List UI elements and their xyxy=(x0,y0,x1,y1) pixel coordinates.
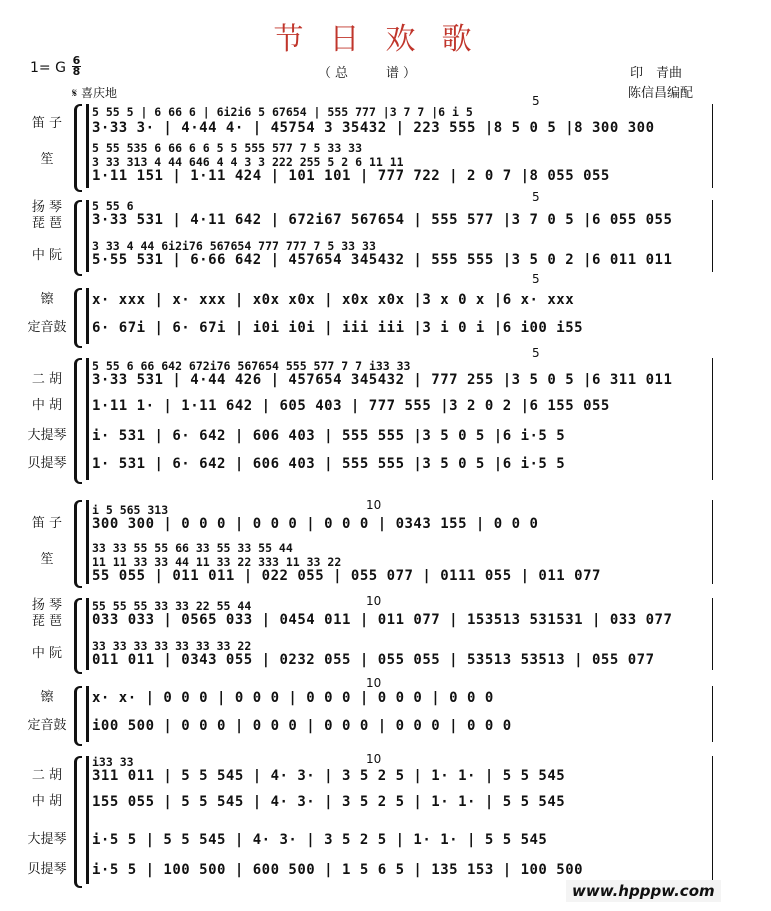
measure-number: 5 xyxy=(532,190,540,204)
system2-percussion-start-barline xyxy=(86,686,89,742)
instrument-label-zhongruan: 中 阮 xyxy=(31,248,63,263)
bo-notes: x· x· | 0 0 0 | 0 0 0 | 0 0 0 | 0 0 0 | 0 0 0 xyxy=(92,690,494,706)
strings-brace xyxy=(74,756,82,888)
system1-plucked-end-barline xyxy=(712,200,713,272)
instrument-label-timpani: 定音鼓 xyxy=(27,320,67,335)
instrument-label-bass: 贝提琴 xyxy=(27,456,67,471)
instrument-label-bo: 镲 xyxy=(40,292,54,307)
zhonghu-notes: 155 055 | 5 5 545 | 4· 3· | 3 5 2 5 | 1· 1· | 5 5 545 xyxy=(92,794,566,810)
dizi-lower-notes: 3·33 3· | 4·44 4· | 45754 3 35432 | 223 555 |8 5 0 5 |8 300 300 xyxy=(92,120,655,136)
instrument-label-bo: 镲 xyxy=(40,690,54,705)
measure-number: 10 xyxy=(366,676,382,690)
erhu-lower-notes: 311 011 | 5 5 545 | 4· 3· | 3 5 2 5 | 1· 1· | 5 5 545 xyxy=(92,768,566,784)
time-signature-numerator: 6 xyxy=(72,54,81,67)
instrument-label-erhu: 二 胡 xyxy=(31,768,63,783)
cello-notes: i· 531 | 6· 642 | 606 403 | 555 555 |3 5 0 5 |6 i·5 5 xyxy=(92,428,566,444)
measure-number: 5 xyxy=(532,94,540,108)
system2-woodwind-start-barline xyxy=(86,500,89,584)
instrument-label-yangqin: 扬 琴 xyxy=(31,598,63,613)
instrument-label-yangqin: 扬 琴 xyxy=(31,200,63,215)
bass-notes: i·5 5 | 100 500 | 600 500 | 1 5 6 5 | 135 153 | 100 500 xyxy=(92,862,584,878)
instrument-label-pipa: 琵 琶 xyxy=(31,614,63,629)
zhongruan-lower-notes: 011 011 | 0343 055 | 0232 055 | 055 055 | 53513 53513 | 055 077 xyxy=(92,652,655,668)
instrument-label-sheng: 笙 xyxy=(40,152,54,167)
yangqin-upper-notes: 55 55 55 33 33 22 55 44 xyxy=(92,599,252,613)
erhu-lower-notes: 3·33 531 | 4·44 426 | 457654 345432 | 777 255 |3 5 0 5 |6 311 011 xyxy=(92,372,673,388)
timpani-notes: i00 500 | 0 0 0 | 0 0 0 | 0 0 0 | 0 0 0 | 0 0 0 xyxy=(92,718,512,734)
score-subtitle: （总 谱） xyxy=(318,66,421,81)
measure-number: 10 xyxy=(366,594,382,608)
zhonghu-notes: 1·11 1· | 1·11 642 | 605 403 | 777 555 |3 2 0 2 |6 155 055 xyxy=(92,398,610,414)
yangqin-lower-notes: 3·33 531 | 4·11 642 | 672i67 567654 | 555 577 |3 7 0 5 |6 055 055 xyxy=(92,212,673,228)
system2-plucked-end-barline xyxy=(712,598,713,670)
measure-number: 10 xyxy=(366,498,382,512)
sheng-voice-1: 5 55 535 6 66 6 6 5 5 555 577 7 5 33 33 xyxy=(92,141,363,155)
instrument-label-sheng: 笙 xyxy=(40,552,54,567)
dizi-upper-notes: 5 55 5 | 6 66 6 | 6i2i6 5 67654 | 555 777 |3 7 7 |6 i 5 xyxy=(92,105,473,119)
dizi-lower-notes: 300 300 | 0 0 0 | 0 0 0 | 0 0 0 | 0343 155 | 0 0 0 xyxy=(92,516,539,532)
time-signature xyxy=(72,56,81,77)
system1-woodwind-start-barline xyxy=(86,104,89,188)
measure-number: 10 xyxy=(366,752,382,766)
plucked-brace xyxy=(74,598,82,674)
measure-number: 5 xyxy=(532,272,540,286)
system1-strings-start-barline xyxy=(86,358,89,480)
system2-plucked-start-barline xyxy=(86,598,89,670)
composer-credit: 印 青曲 xyxy=(630,66,683,81)
system1-woodwind-end-barline xyxy=(712,104,713,188)
instrument-label-timpani: 定音鼓 xyxy=(27,718,67,733)
zhongruan-lower-notes: 5·55 531 | 6·66 642 | 457654 345432 | 555 555 |3 5 0 2 |6 011 011 xyxy=(92,252,673,268)
score-title: 节日欢歌 xyxy=(273,22,498,57)
measure-number: 5 xyxy=(532,346,540,360)
yangqin-upper-notes: 5 55 6 xyxy=(92,199,134,213)
sheng-voice-3: 55 055 | 011 011 | 022 055 | 055 077 | 0111 055 | 011 077 xyxy=(92,568,601,584)
sheng-voice-2: 3 33 313 4 44 646 4 4 3 3 222 255 5 2 6 11 11 xyxy=(92,155,404,169)
plucked-brace xyxy=(74,200,82,276)
sheng-voice-1: 33 33 55 55 66 33 55 33 55 44 xyxy=(92,541,293,555)
system2-percussion-end-barline xyxy=(712,686,713,742)
sheng-voice-3: 1·11 151 | 1·11 424 | 101 101 | 777 722 | 2 0 7 |8 055 055 xyxy=(92,168,610,184)
bass-notes: 1· 531 | 6· 642 | 606 403 | 555 555 |3 5 0 5 |6 i·5 5 xyxy=(92,456,566,472)
percussion-brace xyxy=(74,288,82,348)
instrument-label-cello: 大提琴 xyxy=(27,428,67,443)
yangqin-lower-notes: 033 033 | 0565 033 | 0454 011 | 011 077 | 153513 531531 | 033 077 xyxy=(92,612,673,628)
instrument-label-zhonghu: 中 胡 xyxy=(31,398,63,413)
strings-brace xyxy=(74,358,82,484)
erhu-upper-notes: 5 55 6 66 642 672i76 567654 555 577 7 7 i33 33 xyxy=(92,359,411,373)
woodwind-brace xyxy=(74,104,82,192)
system1-strings-end-barline xyxy=(712,358,713,480)
site-watermark: www.hpppw.com xyxy=(566,880,721,902)
instrument-label-bass: 贝提琴 xyxy=(27,862,67,877)
expression-mark: 𝄋 喜庆地 xyxy=(72,86,117,100)
system2-strings-end-barline xyxy=(712,756,713,884)
dizi-upper-notes: i 5 565 313 xyxy=(92,503,169,517)
timpani-notes: 6· 67i | 6· 67i | i0i i0i | iii iii |3 i 0 i |6 i00 i55 xyxy=(92,320,584,336)
instrument-label-cello: 大提琴 xyxy=(27,832,67,847)
instrument-label-dizi: 笛 子 xyxy=(31,516,63,531)
instrument-label-pipa: 琵 琶 xyxy=(31,216,63,231)
arranger-credit: 陈信昌编配 xyxy=(628,86,694,101)
sheng-voice-2: 11 11 33 33 44 11 33 22 333 11 33 22 xyxy=(92,555,342,569)
system2-woodwind-end-barline xyxy=(712,500,713,584)
instrument-label-zhonghu: 中 胡 xyxy=(31,794,63,809)
system2-strings-start-barline xyxy=(86,756,89,884)
woodwind-brace xyxy=(74,500,82,588)
bo-notes: x· xxx | x· xxx | x0x x0x | x0x x0x |3 x 0 x |6 x· xxx xyxy=(92,292,575,308)
instrument-label-dizi: 笛 子 xyxy=(31,116,63,131)
system1-percussion-start-barline xyxy=(86,288,89,344)
instrument-label-erhu: 二 胡 xyxy=(31,372,63,387)
system1-plucked-start-barline xyxy=(86,200,89,272)
erhu-upper-notes: i33 33 xyxy=(92,755,134,769)
zhongruan-upper-notes: 33 33 33 33 33 33 33 22 xyxy=(92,639,252,653)
instrument-label-zhongruan: 中 阮 xyxy=(31,646,63,661)
percussion-brace xyxy=(74,686,82,746)
zhongruan-upper-notes: 3 33 4 44 6i2i76 567654 777 777 7 5 33 33 xyxy=(92,239,376,253)
cello-notes: i·5 5 | 5 5 545 | 4· 3· | 3 5 2 5 | 1· 1· | 5 5 545 xyxy=(92,832,548,848)
key-signature: 1= G xyxy=(30,60,66,76)
time-signature-denominator: 8 xyxy=(72,65,81,78)
